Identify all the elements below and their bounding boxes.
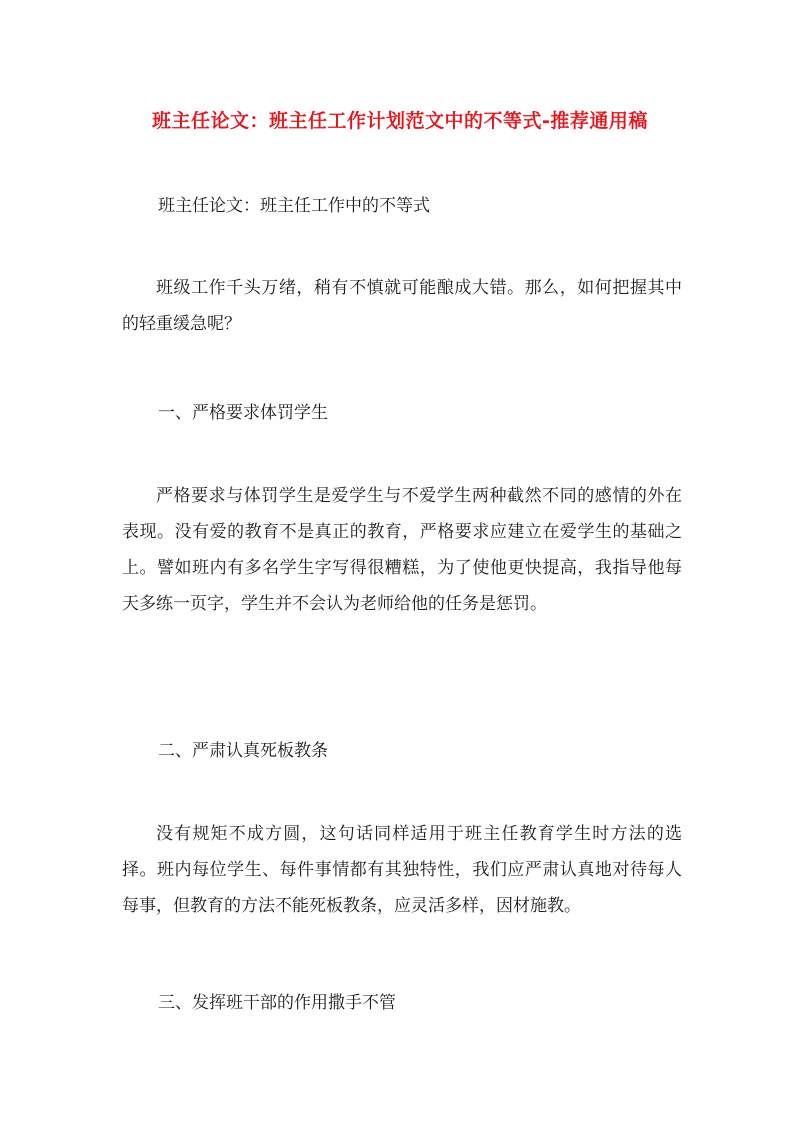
section-body-2: 没有规矩不成方圆，这句话同样适用于班主任教育学生时方法的选择。班内每位学生、每件事情都有其独特性，我们应严肃认真地对待每人每事，但教育的方法不能死板教条，应灵活多样，因材施教。 xyxy=(122,824,682,916)
section-heading-2: 二、严肃认真死板教条 xyxy=(158,741,328,761)
document-subtitle: 班主任论文：班主任工作中的不等式 xyxy=(158,196,430,216)
document-title: 班主任论文：班主任工作计划范文中的不等式-推荐通用稿 xyxy=(152,110,648,132)
section-heading-3: 三、发挥班干部的作用撒手不管 xyxy=(158,993,396,1013)
section-body-1: 严格要求与体罚学生是爱学生与不爱学生两种截然不同的感情的外在表现。没有爱的教育不是真正的教育，严格要求应建立在爱学生的基础之上。譬如班内有多名学生字写得很糟糕，为了使他更快提高，我指导他每天多练一页字，学生并不会认为老师给他的任务是惩罚。 xyxy=(122,486,682,614)
intro-paragraph: 班级工作千头万绪，稍有不慎就可能酿成大错。那么，如何把握其中的轻重缓急呢？ xyxy=(122,278,682,334)
section-heading-1: 一、严格要求体罚学生 xyxy=(158,403,328,423)
